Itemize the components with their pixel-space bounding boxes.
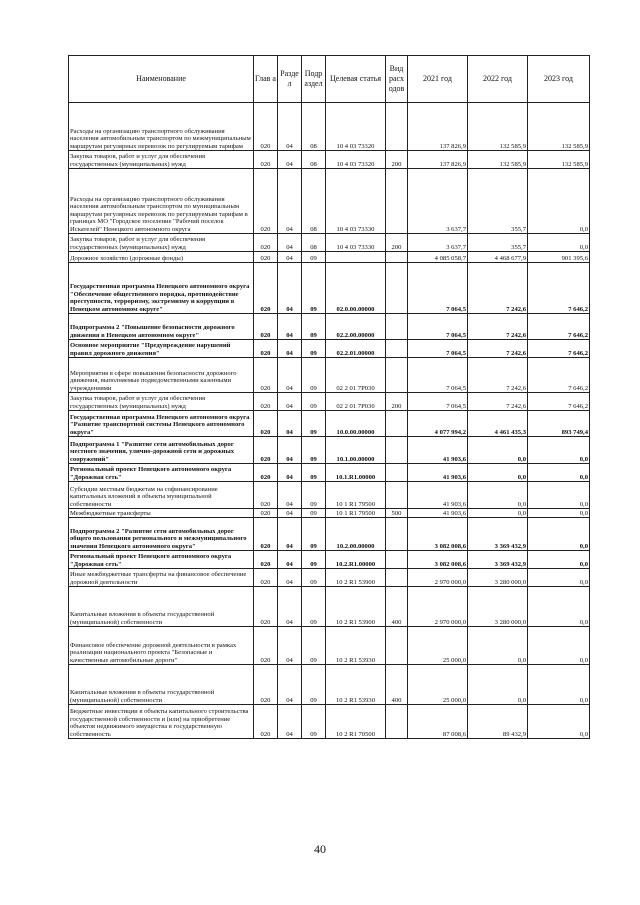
row-name: Субсидии местным бюджетам на софинансирование капитальных вложений в объекты муниципальной собственности [69, 482, 254, 509]
row-target: 02.2.01.00000 [326, 340, 386, 358]
row-2023: 0,0 [528, 518, 590, 551]
row-2021: 7 064,5 [408, 263, 468, 314]
row-glava: 020 [254, 587, 278, 627]
row-2021: 25 000,0 [408, 665, 468, 705]
row-vid [386, 518, 408, 551]
row-2022: 0,0 [468, 509, 528, 518]
row-razdel: 04 [278, 358, 302, 393]
row-glava: 020 [254, 103, 278, 151]
row-glava: 020 [254, 665, 278, 705]
row-2022: 3 369 432,9 [468, 551, 528, 569]
row-glava: 020 [254, 393, 278, 411]
row-target: 10 2 R1 53930 [326, 627, 386, 665]
row-2021: 2 970 000,0 [408, 587, 468, 627]
header-glava: Глав а [254, 56, 278, 103]
row-vid: 200 [386, 234, 408, 252]
header-2023: 2023 год [528, 56, 590, 103]
row-podrazdel: 09 [302, 263, 326, 314]
row-name: Дорожное хозяйство (дорожные фонды) [69, 252, 254, 263]
row-2023: 7 646,2 [528, 393, 590, 411]
row-name: Мероприятия в сфере повышения безопасности дорожного движения, выполняемые подведомственными казенными учреждениями [69, 358, 254, 393]
table-row [69, 464, 590, 482]
header-2021: 2021 год [408, 56, 468, 103]
row-2023: 0,0 [528, 665, 590, 705]
row-2023: 7 646,2 [528, 314, 590, 340]
row-target: 10 4 03 73320 [326, 103, 386, 151]
row-podrazdel: 09 [302, 437, 326, 464]
budget-table [68, 55, 590, 739]
row-target: 10.1.00.00000 [326, 437, 386, 464]
row-2021: 137 826,9 [408, 151, 468, 169]
row-razdel: 04 [278, 665, 302, 705]
row-name: Закупка товаров, работ и услуг для обеспечения государственных (муниципальных) нужд [69, 234, 254, 252]
row-2022: 4 468 677,9 [468, 252, 528, 263]
header-2022: 2022 год [468, 56, 528, 103]
row-razdel: 04 [278, 340, 302, 358]
table-row [69, 340, 590, 358]
row-vid [386, 705, 408, 739]
row-2021: 2 970 000,0 [408, 569, 468, 587]
row-vid: 400 [386, 665, 408, 705]
row-name: Региональный проект Ненецкого автономного округа "Дорожная сеть" [69, 551, 254, 569]
table-row [69, 705, 590, 739]
row-vid [386, 411, 408, 437]
row-2021: 87 008,6 [408, 705, 468, 739]
row-2023: 0,0 [528, 482, 590, 509]
table-row [69, 437, 590, 464]
row-2023: 0,0 [528, 551, 590, 569]
row-2022: 7 242,6 [468, 340, 528, 358]
table-row [69, 252, 590, 263]
row-glava: 020 [254, 169, 278, 234]
row-vid [386, 551, 408, 569]
row-2023: 0,0 [528, 234, 590, 252]
table-row [69, 358, 590, 393]
row-name: Подпрограмма 1 "Развитие сети автомобильных дорог местного значения, улично-дорожной сети и дорожных сооружений" [69, 437, 254, 464]
row-glava: 020 [254, 518, 278, 551]
row-razdel: 04 [278, 393, 302, 411]
row-glava: 020 [254, 358, 278, 393]
row-2022: 4 461 435,3 [468, 411, 528, 437]
row-2021: 7 064,5 [408, 393, 468, 411]
row-vid [386, 103, 408, 151]
row-vid [386, 252, 408, 263]
table-row [69, 169, 590, 234]
row-2022: 0,0 [468, 627, 528, 665]
row-name: Подпрограмма 2 "Повышение безопасности дорожного движения в Ненецком автономном округе" [69, 314, 254, 340]
row-2022: 7 242,6 [468, 393, 528, 411]
row-razdel: 04 [278, 437, 302, 464]
row-podrazdel: 09 [302, 393, 326, 411]
table-row [69, 569, 590, 587]
row-podrazdel: 09 [302, 482, 326, 509]
row-razdel: 04 [278, 482, 302, 509]
row-razdel: 04 [278, 252, 302, 263]
row-name: Расходы на организацию транспортного обслуживания населения автомобильным транспортом по муниципальным маршрутам регулярных перевозок по регулируемым тарифам в границах МО "Городское поселение "Рабочий поселок Искателей" Ненецкого автономного округа [69, 169, 254, 234]
row-2021: 3 082 008,6 [408, 551, 468, 569]
row-vid [386, 437, 408, 464]
table-body [69, 103, 590, 739]
row-2022: 132 585,9 [468, 151, 528, 169]
row-2023: 893 749,4 [528, 411, 590, 437]
table-row [69, 587, 590, 627]
row-podrazdel: 09 [302, 358, 326, 393]
row-2021: 41 903,6 [408, 464, 468, 482]
row-2021: 4 077 994,2 [408, 411, 468, 437]
row-razdel: 04 [278, 705, 302, 739]
row-target: 10.1.R1.00000 [326, 464, 386, 482]
table-row [69, 151, 590, 169]
row-2021: 41 903,6 [408, 437, 468, 464]
row-2022: 355,7 [468, 169, 528, 234]
row-razdel: 04 [278, 103, 302, 151]
row-2023: 0,0 [528, 464, 590, 482]
page-number: 40 [314, 842, 326, 856]
row-target: 10 2 R1 53930 [326, 665, 386, 705]
row-target: 02 2 01 7Р030 [326, 358, 386, 393]
row-target: 10 2 R1 70500 [326, 705, 386, 739]
row-target: 10.2.00.00000 [326, 518, 386, 551]
header-vid: Вид расх одов [386, 56, 408, 103]
row-podrazdel: 08 [302, 234, 326, 252]
row-target [326, 252, 386, 263]
row-podrazdel: 09 [302, 411, 326, 437]
row-2022: 3 369 432,9 [468, 518, 528, 551]
row-glava: 020 [254, 411, 278, 437]
row-target: 10.0.00.00000 [326, 411, 386, 437]
row-2022: 0,0 [468, 482, 528, 509]
row-2021: 7 064,5 [408, 314, 468, 340]
row-2023: 132 585,9 [528, 151, 590, 169]
row-glava: 020 [254, 705, 278, 739]
row-target: 02 2 01 7Р030 [326, 393, 386, 411]
row-2022: 0,0 [468, 464, 528, 482]
row-vid [386, 627, 408, 665]
row-target: 10 4 03 73330 [326, 234, 386, 252]
row-razdel: 04 [278, 169, 302, 234]
row-glava: 020 [254, 252, 278, 263]
row-razdel: 04 [278, 518, 302, 551]
row-podrazdel: 08 [302, 103, 326, 151]
row-2021: 41 903,6 [408, 509, 468, 518]
row-podrazdel: 09 [302, 569, 326, 587]
row-name: Межбюджетные трансферты [69, 509, 254, 518]
row-target: 10 2 R1 53900 [326, 569, 386, 587]
row-2023: 0,0 [528, 705, 590, 739]
row-target: 10 1 R1 79500 [326, 509, 386, 518]
row-2023: 901 395,6 [528, 252, 590, 263]
row-2022: 7 242,6 [468, 314, 528, 340]
row-glava: 020 [254, 569, 278, 587]
row-vid: 200 [386, 151, 408, 169]
row-2023: 0,0 [528, 437, 590, 464]
row-target: 02.2.00.00000 [326, 314, 386, 340]
row-glava: 020 [254, 509, 278, 518]
row-2021: 41 903,6 [408, 482, 468, 509]
row-glava: 020 [254, 151, 278, 169]
row-2021: 4 085 058,7 [408, 252, 468, 263]
row-podrazdel: 09 [302, 340, 326, 358]
table-row [69, 551, 590, 569]
row-podrazdel: 09 [302, 705, 326, 739]
row-target: 10 4 03 73320 [326, 151, 386, 169]
row-razdel: 04 [278, 464, 302, 482]
table-row [69, 509, 590, 518]
table-row [69, 627, 590, 665]
row-podrazdel: 09 [302, 665, 326, 705]
row-2023: 7 646,2 [528, 263, 590, 314]
row-2021: 25 000,0 [408, 627, 468, 665]
table-row [69, 411, 590, 437]
header-name: Наименование [69, 56, 254, 103]
row-name: Государственная программа Ненецкого автономного округа "Обеспечение общественного порядка, противодействие преступности, терроризму, экстремизму и коррупции в Ненецком автономном округе" [69, 263, 254, 314]
row-2021: 7 064,5 [408, 358, 468, 393]
row-glava: 020 [254, 437, 278, 464]
row-2022: 3 280 000,0 [468, 569, 528, 587]
row-razdel: 04 [278, 627, 302, 665]
row-2021: 137 826,9 [408, 103, 468, 151]
row-glava: 020 [254, 627, 278, 665]
row-2021: 7 064,5 [408, 340, 468, 358]
row-podrazdel: 09 [302, 314, 326, 340]
row-2023: 0,0 [528, 569, 590, 587]
row-razdel: 04 [278, 551, 302, 569]
row-razdel: 04 [278, 314, 302, 340]
row-target: 10 2 R1 53900 [326, 587, 386, 627]
row-glava: 020 [254, 482, 278, 509]
row-glava: 020 [254, 464, 278, 482]
row-glava: 020 [254, 314, 278, 340]
row-podrazdel: 09 [302, 587, 326, 627]
table-row [69, 103, 590, 151]
row-name: Финансовое обеспечение дорожной деятельности в рамках реализации национального проекта "Безопасные и качественные автомобильные дороги" [69, 627, 254, 665]
row-razdel: 04 [278, 587, 302, 627]
row-glava: 020 [254, 340, 278, 358]
header-target: Целевая статья [326, 56, 386, 103]
row-vid [386, 569, 408, 587]
row-2023: 0,0 [528, 169, 590, 234]
row-vid [386, 340, 408, 358]
row-vid [386, 464, 408, 482]
row-vid [386, 482, 408, 509]
row-razdel: 04 [278, 411, 302, 437]
table-row [69, 263, 590, 314]
row-vid [386, 263, 408, 314]
row-2022: 7 242,6 [468, 263, 528, 314]
row-podrazdel: 09 [302, 518, 326, 551]
row-name: Капитальные вложения в объекты государственной (муниципальной) собственности [69, 665, 254, 705]
row-name: Региональный проект Ненецкого автономного округа "Дорожная сеть" [69, 464, 254, 482]
row-vid: 400 [386, 587, 408, 627]
table-header-row [69, 56, 590, 103]
header-podrazdel: Подр аздел [302, 56, 326, 103]
row-name: Капитальные вложения в объекты государственной (муниципальной) собственности [69, 587, 254, 627]
row-vid [386, 314, 408, 340]
row-razdel: 04 [278, 569, 302, 587]
row-vid [386, 169, 408, 234]
row-target: 10 1 R1 79500 [326, 482, 386, 509]
row-vid: 200 [386, 393, 408, 411]
row-podrazdel: 09 [302, 252, 326, 263]
row-vid [386, 358, 408, 393]
row-2022: 0,0 [468, 665, 528, 705]
row-2023: 0,0 [528, 509, 590, 518]
row-2023: 0,0 [528, 627, 590, 665]
row-2021: 3 637,7 [408, 234, 468, 252]
row-name: Государственная программа Ненецкого автономного округа "Развитие транспортной системы Ненецкого автономного округа" [69, 411, 254, 437]
row-name: Закупка товаров, работ и услуг для обеспечения государственных (муниципальных) нужд [69, 393, 254, 411]
row-name: Расходы на организацию транспортного обслуживания населения автомобильным транспортом по межмуниципальным маршрутам регулярных перевозок по регулируемым тарифам [69, 103, 254, 151]
row-2022: 89 432,9 [468, 705, 528, 739]
row-podrazdel: 09 [302, 509, 326, 518]
table-row [69, 314, 590, 340]
row-2022: 0,0 [468, 437, 528, 464]
row-2021: 3 637,7 [408, 169, 468, 234]
row-2023: 7 646,2 [528, 340, 590, 358]
row-target: 10.2.R1.00000 [326, 551, 386, 569]
row-name: Бюджетные инвестиции в объекты капитального строительства государственной собственности и (или) на приобретение объектов недвижимого имущества в государственную собственность [69, 705, 254, 739]
row-2022: 3 280 000,0 [468, 587, 528, 627]
row-name: Основное мероприятие "Предупреждение нарушений правил дорожного движения" [69, 340, 254, 358]
row-razdel: 04 [278, 263, 302, 314]
row-podrazdel: 08 [302, 169, 326, 234]
row-podrazdel: 09 [302, 627, 326, 665]
row-target: 10 4 03 73330 [326, 169, 386, 234]
row-razdel: 04 [278, 509, 302, 518]
row-2023: 132 585,9 [528, 103, 590, 151]
row-glava: 020 [254, 234, 278, 252]
row-podrazdel: 08 [302, 151, 326, 169]
row-name: Закупка товаров, работ и услуг для обеспечения государственных (муниципальных) нужд [69, 151, 254, 169]
row-vid: 500 [386, 509, 408, 518]
row-podrazdel: 09 [302, 464, 326, 482]
row-2022: 132 585,9 [468, 103, 528, 151]
header-razdel: Разде л [278, 56, 302, 103]
table-row [69, 518, 590, 551]
row-2022: 7 242,6 [468, 358, 528, 393]
table-row [69, 665, 590, 705]
row-target: 02.0.00.00000 [326, 263, 386, 314]
row-name: Иные межбюджетные трансферты на финансовое обеспечение дорожной деятельности [69, 569, 254, 587]
row-2023: 0,0 [528, 587, 590, 627]
row-2023: 7 646,2 [528, 358, 590, 393]
table-row [69, 234, 590, 252]
row-podrazdel: 09 [302, 551, 326, 569]
row-razdel: 04 [278, 151, 302, 169]
row-glava: 020 [254, 263, 278, 314]
row-razdel: 04 [278, 234, 302, 252]
table-row [69, 482, 590, 509]
table-row [69, 393, 590, 411]
row-2021: 3 082 008,6 [408, 518, 468, 551]
row-glava: 020 [254, 551, 278, 569]
row-name: Подпрограмма 2 "Развитие сети автомобильных дорог общего пользования регионального и межмуниципального значения Ненецкого автономного округа" [69, 518, 254, 551]
row-2022: 355,7 [468, 234, 528, 252]
